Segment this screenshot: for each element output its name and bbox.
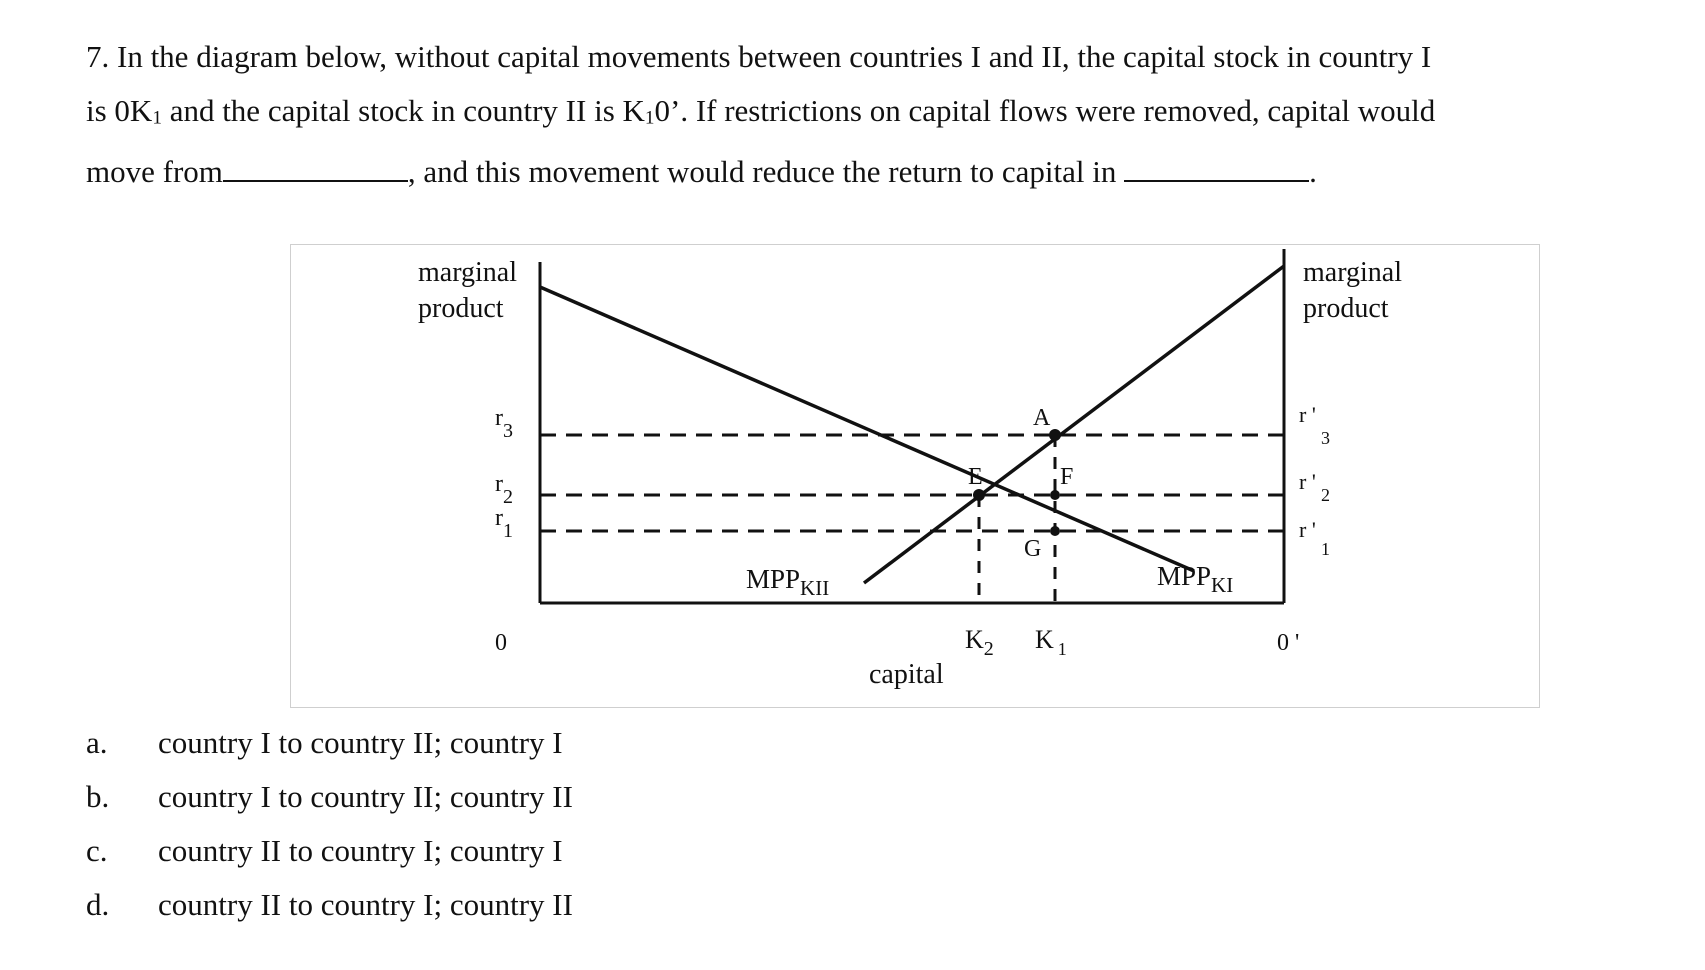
answer-blank-2 [1124,179,1309,182]
option-text: country I to country II; country I [158,725,563,760]
option-text: country II to country I; country II [158,887,573,922]
capital-flow-diagram [291,245,1539,707]
x-axis-label: capital [869,659,944,690]
option-d[interactable] [86,878,573,932]
question-line-3 [86,145,1666,199]
point-g-marker [1050,526,1060,536]
question-line-1: 7. In the diagram below, without capital movements between countries I and II, the capital stock in country I [86,39,1432,74]
option-text: country II to country I; country I [158,833,563,868]
answer-options [86,716,573,932]
mpp-ki-label: $MPP_{KI}$ [1157,561,1234,597]
r1-label: $r_1$ [495,505,513,542]
point-g-label: G [1024,536,1042,562]
origin-right-label: 0 ' [1277,630,1300,656]
point-e-label: E [968,464,983,490]
question-text [86,30,1666,199]
option-letter: b. [86,779,110,814]
k1-label: K $_1$ [1035,625,1067,659]
question-line-2 [86,84,1666,145]
mpp-kii-label: $MPP_{KII}$ [746,564,830,600]
option-letter: c. [86,833,108,868]
right-axis-label-line2: product [1303,293,1389,324]
option-a[interactable] [86,716,573,770]
point-a-label: A [1033,405,1051,431]
origin-left-label: 0 [495,630,507,656]
point-a-marker [1049,429,1061,441]
option-c[interactable] [86,824,573,878]
r2-prime-label: r '2 [1299,469,1330,505]
left-axis-label-line1: marginal [418,257,518,288]
option-letter: d. [86,887,110,922]
option-b[interactable] [86,770,573,824]
question-line-2-part-b: and the capital stock in country II is K [161,93,645,128]
point-f-marker [1050,490,1060,500]
question-line-2-sub2: 1 [644,107,655,129]
question-line-3-part-a: move from [86,154,223,190]
option-text: country I to country II; country II [158,779,573,814]
question-line-2-part-c: 0’. If restrictions on capital flows were removed, capital would [654,93,1436,128]
diagram-figure [290,244,1540,708]
mpp-ki-curve [540,287,1194,571]
question-line-3-part-b: , and this movement would reduce the return to capital in [407,154,1125,190]
question-line-2-sub: 1 [152,107,162,129]
question-line-3-part-c: . [1309,154,1317,190]
answer-blank-1 [223,179,408,182]
r3-prime-label: r '3 [1299,402,1330,448]
r2-label: $r_2$ [495,471,513,508]
option-letter: a. [86,725,108,760]
question-line-2-part-a: is 0K [86,93,153,128]
r3-label: $r_3$ [495,405,513,442]
k2-label: $K_2$ [965,625,994,660]
point-e-marker [973,489,985,501]
r1-prime-label: r '1 [1299,517,1330,559]
right-axis-label-line1: marginal [1303,257,1403,288]
mpp-kii-curve [864,266,1284,583]
point-f-label: F [1060,464,1074,490]
left-axis-label-line2: product [418,293,504,324]
